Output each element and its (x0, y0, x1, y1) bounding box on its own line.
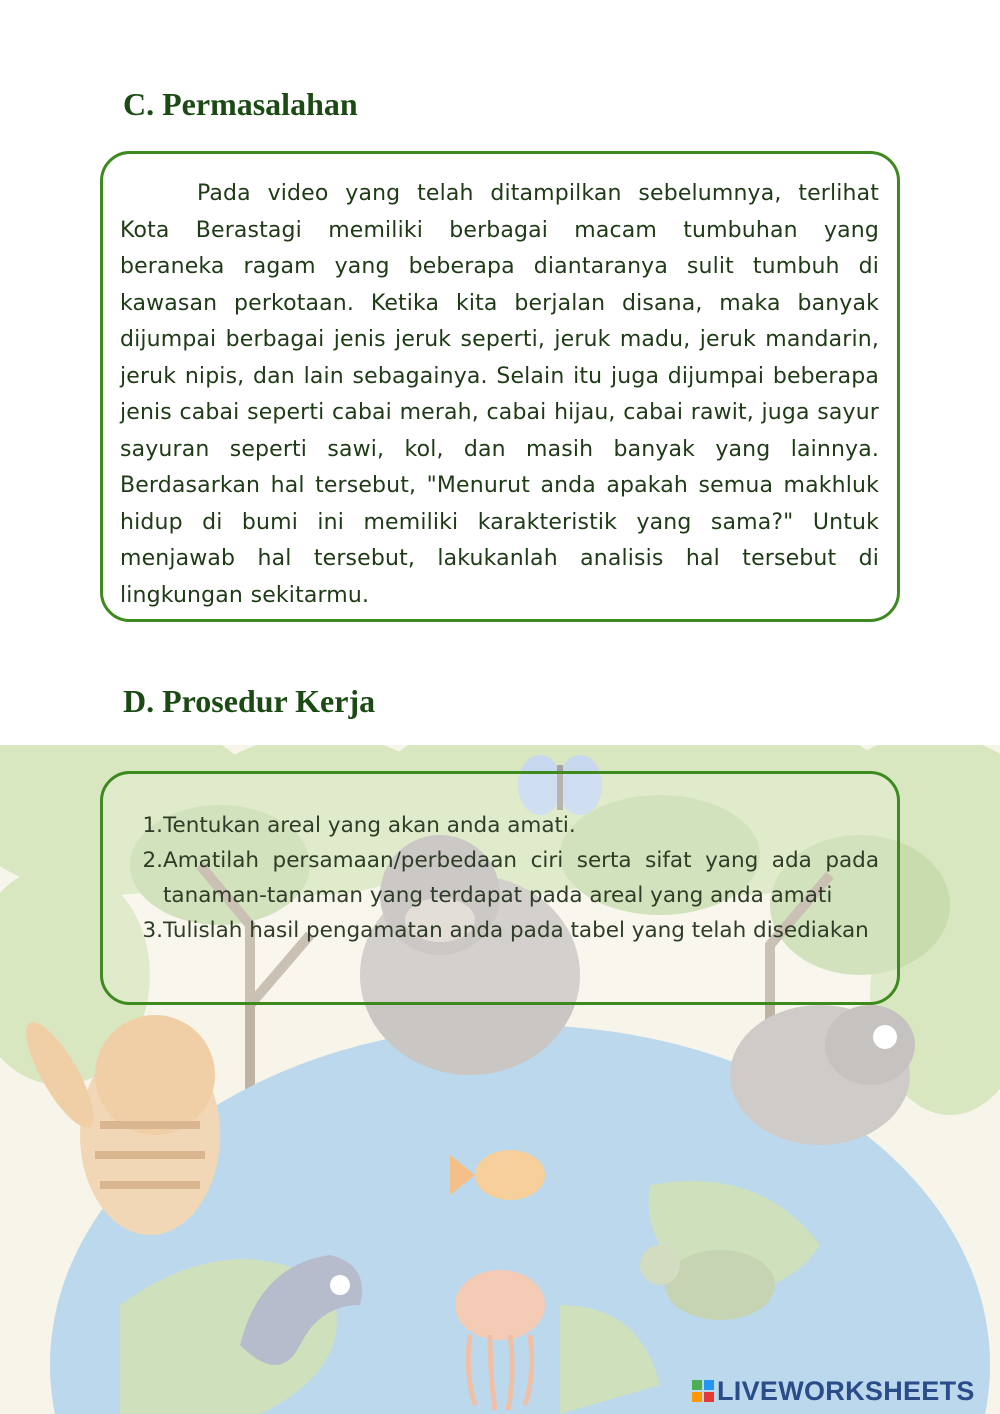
step-number: 3. (142, 918, 163, 943)
step-number: 1. (142, 813, 163, 838)
liveworksheets-logo[interactable] (692, 1375, 975, 1407)
procedure-step (123, 913, 879, 948)
liveworksheets-logo-icon (692, 1380, 714, 1402)
problem-box (100, 151, 900, 622)
procedure-step (123, 808, 879, 843)
step-text: Tentukan areal yang akan anda amati. (163, 813, 576, 838)
procedure-step (123, 843, 879, 913)
step-number: 2. (142, 848, 163, 873)
step-text: Amatilah persamaan/perbedaan ciri serta sifat yang ada pada tanaman-tanaman yang terdapat pada areal yang anda amati (163, 848, 879, 908)
problem-paragraph: Pada video yang telah ditampilkan sebelumnya, terlihat Kota Berastagi memiliki berbagai macam tumbuhan yang beraneka ragam yang beberapa diantaranya sulit tumbuh di kawasan perkotaan. Ketika kita berjalan disana, maka banyak dijumpai berbagai jenis jeruk seperti, jeruk madu, jeruk mandarin, jeruk nipis, dan lain sebagainya. Selain itu juga dijumpai beberapa jenis cabai seperti cabai merah, cabai hijau, cabai rawit, juga sayur sayuran seperti sawi, kol, dan masih banyak yang lainnya. Berdasarkan hal tersebut, "Menurut anda apakah semua makhluk hidup di bumi ini memiliki karakteristik yang sama?" Untuk menjawab hal tersebut, lakukanlah analisis hal tersebut di lingkungan sekitarmu. (120, 181, 879, 608)
step-text: Tulislah hasil pengamatan anda pada tabel yang telah disediakan (163, 918, 869, 943)
liveworksheets-logo-text: LIVEWORKSHEETS (717, 1375, 975, 1406)
procedure-list (123, 808, 879, 948)
section-d-heading: D. Prosedur Kerja (123, 683, 376, 719)
procedure-box (100, 771, 900, 1005)
section-c-heading: C. Permasalahan (123, 86, 358, 122)
